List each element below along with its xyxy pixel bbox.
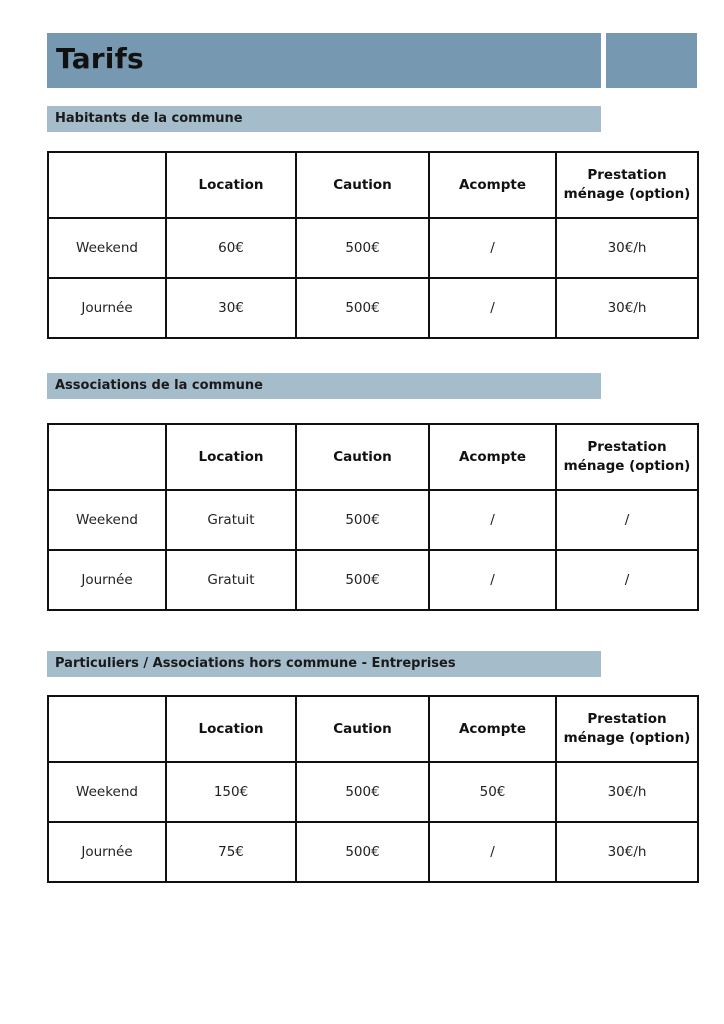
cell-location: 30€ (166, 278, 296, 338)
cell-caution: 500€ (296, 490, 429, 550)
section-label-habitants: Habitants de la commune (47, 106, 601, 132)
cell-prestation: 30€/h (556, 278, 698, 338)
cell-location: Gratuit (166, 490, 296, 550)
header-prestation (556, 424, 698, 490)
title-bar-accent (606, 33, 697, 88)
header-acompte: Acompte (429, 696, 556, 762)
header-empty-cell (48, 696, 166, 762)
cell-caution: 500€ (296, 762, 429, 822)
header-caution: Caution (296, 152, 429, 218)
table-header-row (48, 424, 698, 490)
cell-acompte: / (429, 278, 556, 338)
cell-location: 60€ (166, 218, 296, 278)
cell-acompte: / (429, 490, 556, 550)
table-row (48, 278, 698, 338)
cell-prestation: 30€/h (556, 218, 698, 278)
cell-caution: 500€ (296, 218, 429, 278)
title-bar (47, 33, 601, 88)
cell-acompte: / (429, 550, 556, 610)
tarifs-table-associations (47, 423, 699, 611)
cell-prestation: / (556, 550, 698, 610)
header-prestation-line2: ménage (option) (563, 186, 691, 202)
cell-prestation: / (556, 490, 698, 550)
cell-acompte: 50€ (429, 762, 556, 822)
cell-location: Gratuit (166, 550, 296, 610)
section-label-particuliers: Particuliers / Associations hors commune - Entreprises (47, 651, 601, 677)
header-location: Location (166, 424, 296, 490)
header-empty-cell (48, 152, 166, 218)
table-row (48, 550, 698, 610)
header-prestation-line2: ménage (option) (563, 458, 691, 474)
table-row (48, 762, 698, 822)
cell-caution: 500€ (296, 278, 429, 338)
cell-period: Weekend (48, 490, 166, 550)
header-location: Location (166, 696, 296, 762)
header-location: Location (166, 152, 296, 218)
cell-acompte: / (429, 218, 556, 278)
cell-caution: 500€ (296, 550, 429, 610)
cell-period: Journée (48, 822, 166, 882)
header-prestation (556, 152, 698, 218)
header-caution: Caution (296, 424, 429, 490)
cell-period: Weekend (48, 218, 166, 278)
header-prestation (556, 696, 698, 762)
table-row (48, 218, 698, 278)
header-prestation-line1: Prestation (587, 167, 667, 183)
header-caution: Caution (296, 696, 429, 762)
table-row (48, 822, 698, 882)
table-row (48, 490, 698, 550)
table-header-row (48, 696, 698, 762)
cell-prestation: 30€/h (556, 762, 698, 822)
header-acompte: Acompte (429, 424, 556, 490)
header-prestation-line2: ménage (option) (563, 730, 691, 746)
header-prestation-line1: Prestation (587, 711, 667, 727)
page-title: Tarifs (56, 42, 144, 75)
table-header-row (48, 152, 698, 218)
header-empty-cell (48, 424, 166, 490)
cell-period: Journée (48, 278, 166, 338)
section-label-associations: Associations de la commune (47, 373, 601, 399)
cell-period: Journée (48, 550, 166, 610)
tarifs-table-particuliers (47, 695, 699, 883)
tarifs-table-habitants (47, 151, 699, 339)
header-prestation-line1: Prestation (587, 439, 667, 455)
cell-caution: 500€ (296, 822, 429, 882)
cell-acompte: / (429, 822, 556, 882)
cell-location: 150€ (166, 762, 296, 822)
cell-period: Weekend (48, 762, 166, 822)
cell-location: 75€ (166, 822, 296, 882)
cell-prestation: 30€/h (556, 822, 698, 882)
header-acompte: Acompte (429, 152, 556, 218)
